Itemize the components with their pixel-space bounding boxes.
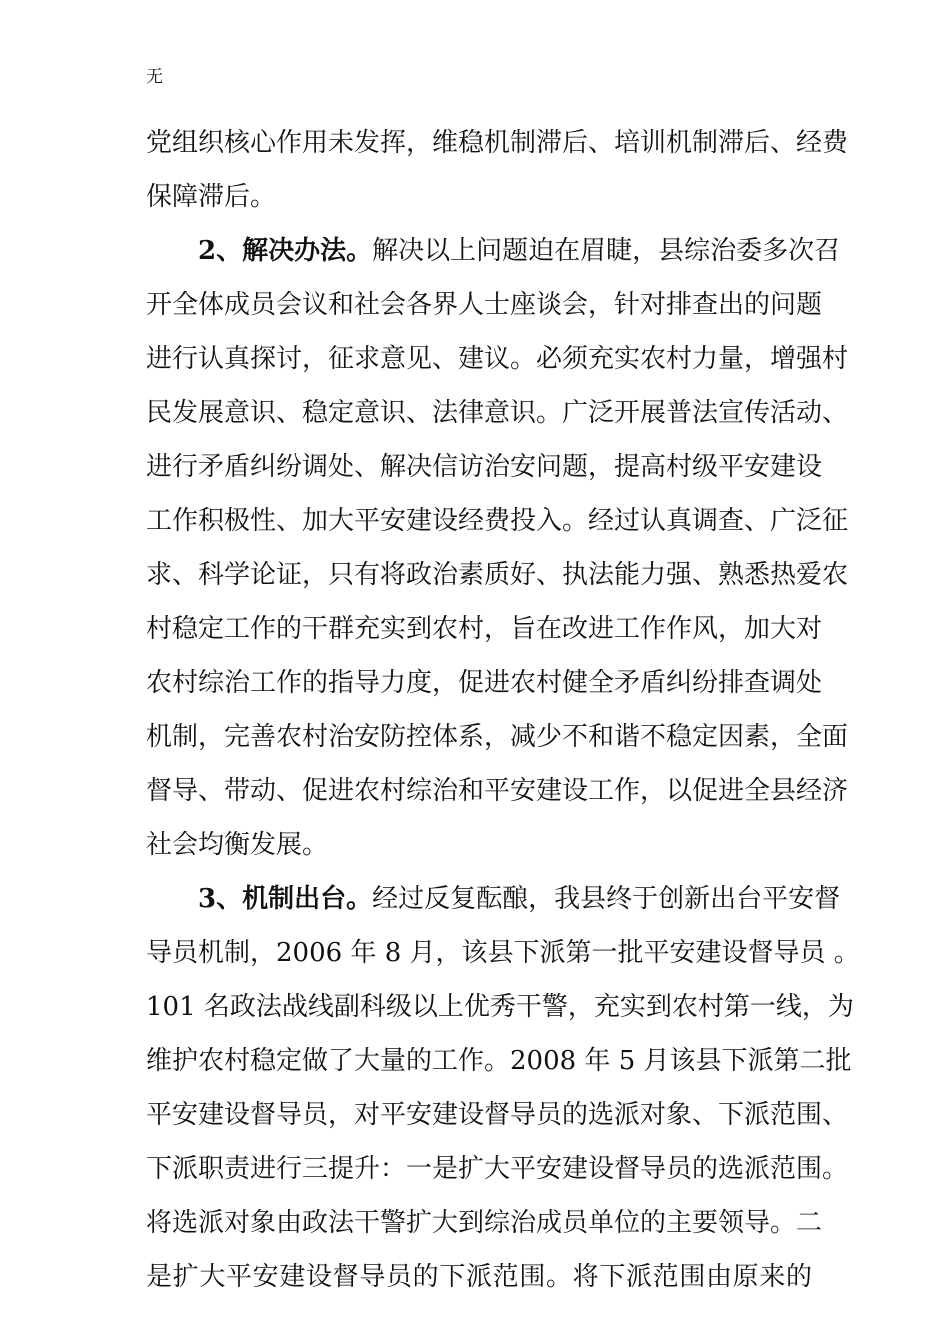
text-line [146, 612, 823, 666]
text-line [146, 720, 849, 774]
line-text: 经过反复酝酿，我县终于创新出台平安督 [372, 884, 841, 914]
text-line [146, 1044, 852, 1098]
section-heading: 3、机制出台。 [198, 884, 373, 914]
text-line [146, 342, 849, 396]
text-line [146, 504, 849, 558]
header-mark: 无 [146, 67, 163, 87]
section-heading: 2、解决办法。 [198, 236, 373, 266]
line-text: 机制，完善农村治安防控体系，减少不和谐不稳定因素，全面 [146, 722, 849, 752]
line-text: 社会均衡发展。 [146, 830, 329, 860]
line-text: 下派职责进行三提升：一是扩大平安建设督导员的选派范围。 [146, 1154, 849, 1184]
text-line [146, 1152, 849, 1206]
text-line [146, 666, 823, 720]
text-line [146, 396, 849, 450]
line-text: 101 名政法战线副科级以上优秀干警，充实到农村第一线，为 [146, 992, 854, 1022]
line-text: 维护农村稳定做了大量的工作。2008 年 5 月该县下派第二批 [146, 1046, 852, 1076]
line-text: 工作积极性、加大平安建设经费投入。经过认真调查、广泛征 [146, 506, 849, 536]
line-text: 导员机制，2006 年 8 月，该县下派第一批平安建设督导员 。 [146, 938, 860, 968]
line-text: 村稳定工作的干群充实到农村，旨在改进工作作风，加大对 [146, 614, 823, 644]
text-line [146, 936, 860, 990]
line-text: 开全体成员会议和社会各界人士座谈会，针对排查出的问题 [146, 290, 823, 320]
body-text [146, 126, 860, 1314]
line-text: 民发展意识、稳定意识、法律意识。广泛开展普法宣传活动、 [146, 398, 849, 428]
line-text: 是扩大平安建设督导员的下派范围。将下派范围由原来的 [146, 1262, 812, 1292]
text-line [146, 180, 812, 234]
text-line [146, 1206, 823, 1260]
text-line [146, 450, 823, 504]
text-line [146, 1260, 812, 1314]
line-text: 平安建设督导员，对平安建设督导员的选派对象、下派范围、 [146, 1100, 849, 1130]
text-line [146, 288, 823, 342]
text-line [146, 126, 849, 180]
line-text: 保障滞后。 [146, 182, 277, 212]
text-line [146, 990, 854, 1044]
line-text: 进行认真探讨，征求意见、建议。必须充实农村力量，增强村 [146, 344, 849, 374]
line-text: 进行矛盾纠纷调处、解决信访治安问题，提高村级平安建设 [146, 452, 823, 482]
line-text: 督导、带动、促进农村综治和平安建设工作，以促进全县经济 [146, 776, 849, 806]
line-text: 解决以上问题迫在眉睫，县综治委多次召 [372, 236, 841, 266]
text-line [146, 774, 849, 828]
text-line [146, 1098, 849, 1152]
section-heading-line [146, 234, 841, 288]
line-text: 将选派对象由政法干警扩大到综治成员单位的主要领导。二 [146, 1208, 823, 1238]
section-heading-line [146, 882, 841, 936]
line-text: 党组织核心作用未发挥，维稳机制滞后、培训机制滞后、经费 [146, 128, 849, 158]
line-text: 求、科学论证，只有将政治素质好、执法能力强、熟悉热爱农 [146, 560, 849, 590]
text-line [146, 558, 849, 612]
line-text: 农村综治工作的指导力度，促进农村健全矛盾纠纷排查调处 [146, 668, 823, 698]
text-line [146, 828, 812, 882]
